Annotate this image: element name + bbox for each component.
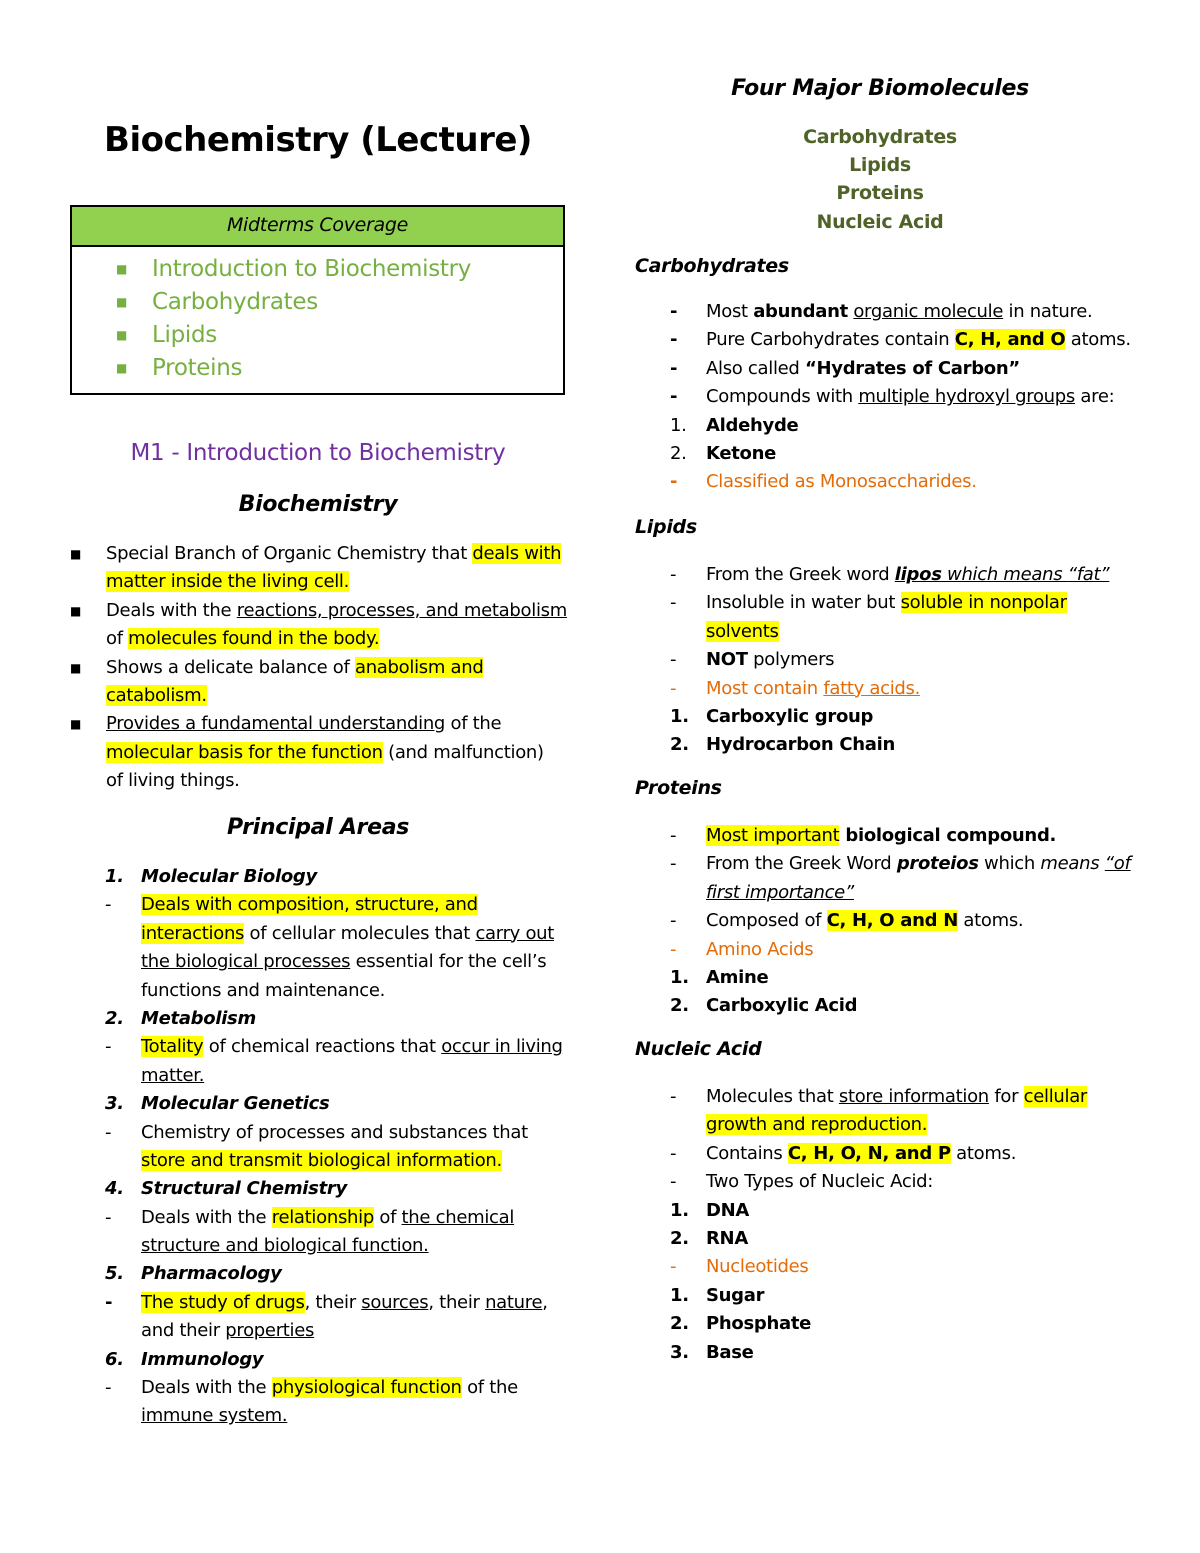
proteins-list <box>670 822 1170 1021</box>
carbs-line: 2. Ketone <box>670 442 777 464</box>
bullet-line: ■ Special Branch of Organic Chemistry that deals with <box>70 540 580 568</box>
lipids-line: 1. Carboxylic group <box>670 705 874 727</box>
square-bullet-icon: ■ <box>70 660 82 675</box>
coverage-list <box>72 247 563 385</box>
nucleic-line: - Molecules that store information for cellular <box>670 1086 1088 1107</box>
area-line: the biological processes essential for the cell’s <box>141 951 547 973</box>
area-title: 5. Pharmacology <box>105 1263 282 1285</box>
nucleic-line: 2. RNA <box>670 1227 748 1249</box>
area-title: 4. Structural Chemistry <box>105 1178 347 1200</box>
area-title: 3. Molecular Genetics <box>105 1093 330 1115</box>
area-line: - Totality of chemical reactions that occur in living <box>105 1036 563 1058</box>
area-line: matter. <box>141 1064 205 1086</box>
coverage-item: ■ Carbohydrates <box>72 286 563 319</box>
carbs-line: - Also called “Hydrates of Carbon” <box>670 357 1020 379</box>
lipids-line: solvents <box>706 620 779 642</box>
nucleic-line: 2. Phosphate <box>670 1313 812 1335</box>
nucleic-line: 1. DNA <box>670 1199 750 1221</box>
area-line: and their properties <box>141 1320 315 1342</box>
area-line: immune system. <box>141 1405 288 1427</box>
bullet-line: ■ Shows a delicate balance of anabolism and <box>70 654 580 682</box>
area-title: 6. Immunology <box>105 1348 264 1370</box>
proteins-line: first importance” <box>706 881 854 903</box>
proteins-line: - Most important biological compound. <box>670 825 1057 846</box>
proteins-line: - From the Greek Word proteios which means “of <box>670 853 1131 875</box>
area-line: structure and biological function. <box>141 1235 429 1257</box>
carbohydrates-list <box>670 298 1170 497</box>
square-bullet-icon: ■ <box>116 361 128 375</box>
carbohydrates-heading: Carbohydrates <box>635 255 789 277</box>
coverage-header: Midterms Coverage <box>72 207 563 247</box>
nucleic-line: - Two Types of Nucleic Acid: <box>670 1171 934 1193</box>
coverage-item: ■ Introduction to Biochemistry <box>72 253 563 286</box>
biomolecule-item: Carbohydrates <box>803 126 957 148</box>
bullet-line: matter inside the living cell. <box>106 571 350 593</box>
area-title: 2. Metabolism <box>105 1007 256 1029</box>
carbs-line: 1. Aldehyde <box>670 414 799 436</box>
biochemistry-heading: Biochemistry <box>238 492 398 517</box>
lipids-line: - Insoluble in water but soluble in nonpolar <box>670 592 1067 614</box>
proteins-line: 1. Amine <box>670 966 769 988</box>
area-line: store and transmit biological information. <box>141 1149 502 1171</box>
biomolecule-item: Proteins <box>836 182 924 205</box>
area-line: - Deals with the physiological function of the <box>105 1377 518 1399</box>
bullet-line: molecular basis for the function (and malfunction) <box>106 741 544 763</box>
nucleic-line: - Contains C, H, O, N, and P atoms. <box>670 1142 1017 1164</box>
lipids-line: - NOT polymers <box>670 649 835 671</box>
area-line: - Deals with composition, structure, and <box>105 894 478 916</box>
bullet-line: ■ Provides a fundamental understanding of the <box>70 710 580 738</box>
coverage-item: ■ Lipids <box>72 319 563 352</box>
bullet-line: catabolism. <box>106 684 207 706</box>
carbs-line: - Compounds with multiple hydroxyl groups are: <box>670 386 1115 408</box>
lipids-line: - Most contain fatty acids. <box>670 677 921 699</box>
nucleic-line: 3. Base <box>670 1341 754 1363</box>
area-line: functions and maintenance. <box>141 979 386 1001</box>
square-bullet-icon: ■ <box>70 547 82 561</box>
area-line: - The study of drugs, their sources, their nature, <box>105 1291 548 1313</box>
square-bullet-icon: ■ <box>70 603 82 618</box>
proteins-line: - Composed of C, H, O and N atoms. <box>670 910 1024 932</box>
lipids-line: 2. Hydrocarbon Chain <box>670 734 896 756</box>
area-line: - Deals with the relationship of the chemical <box>105 1206 515 1228</box>
module-heading: M1 - Introduction to Biochemistry <box>130 440 506 466</box>
biochemistry-bullets <box>70 540 580 796</box>
nucleic-line: - Nucleotides <box>670 1256 809 1278</box>
area-line: - Chemistry of processes and substances that <box>105 1121 528 1143</box>
document-title: Biochemistry (Lecture) <box>104 120 532 160</box>
proteins-heading: Proteins <box>635 777 722 799</box>
bullet-line: of molecules found in the body. <box>106 628 380 650</box>
square-bullet-icon: ■ <box>116 262 128 276</box>
square-bullet-icon: ■ <box>70 717 82 732</box>
area-title: 1. Molecular Biology <box>105 866 317 887</box>
biomolecule-list <box>640 123 1120 236</box>
nucleic-line: 1. Sugar <box>670 1284 765 1306</box>
four-major-heading: Four Major Biomolecules <box>731 76 1029 101</box>
nucleic-acid-heading: Nucleic Acid <box>635 1038 762 1060</box>
coverage-item: ■ Proteins <box>72 352 563 385</box>
bullet-line: ■ Deals with the reactions, processes, and metabolism <box>70 597 580 625</box>
square-bullet-icon: ■ <box>116 295 128 309</box>
carbs-line: - Classified as Monosaccharides. <box>670 471 977 493</box>
biomolecule-item: Lipids <box>849 154 911 177</box>
nucleic-line: growth and reproduction. <box>706 1114 928 1136</box>
carbs-line: - Most abundant organic molecule in nature. <box>670 301 1093 322</box>
carbs-line: - Pure Carbohydrates contain C, H, and O atoms. <box>670 329 1131 351</box>
midterms-coverage-box <box>70 205 565 395</box>
nucleic-acid-list <box>670 1083 1170 1367</box>
bullet-line: of living things. <box>106 770 240 792</box>
square-bullet-icon: ■ <box>116 328 128 342</box>
principal-areas-heading: Principal Areas <box>226 815 410 840</box>
proteins-line: 2. Carboxylic Acid <box>670 995 858 1017</box>
biomolecule-item: Nucleic Acid <box>816 210 944 233</box>
principal-areas-list <box>105 863 585 1431</box>
area-line: interactions of cellular molecules that carry out <box>141 922 555 944</box>
proteins-line: - Amino Acids <box>670 938 814 960</box>
lipids-list <box>670 561 1170 760</box>
lipids-line: - From the Greek word lipos which means “fat” <box>670 564 1110 585</box>
lipids-heading: Lipids <box>635 516 697 538</box>
